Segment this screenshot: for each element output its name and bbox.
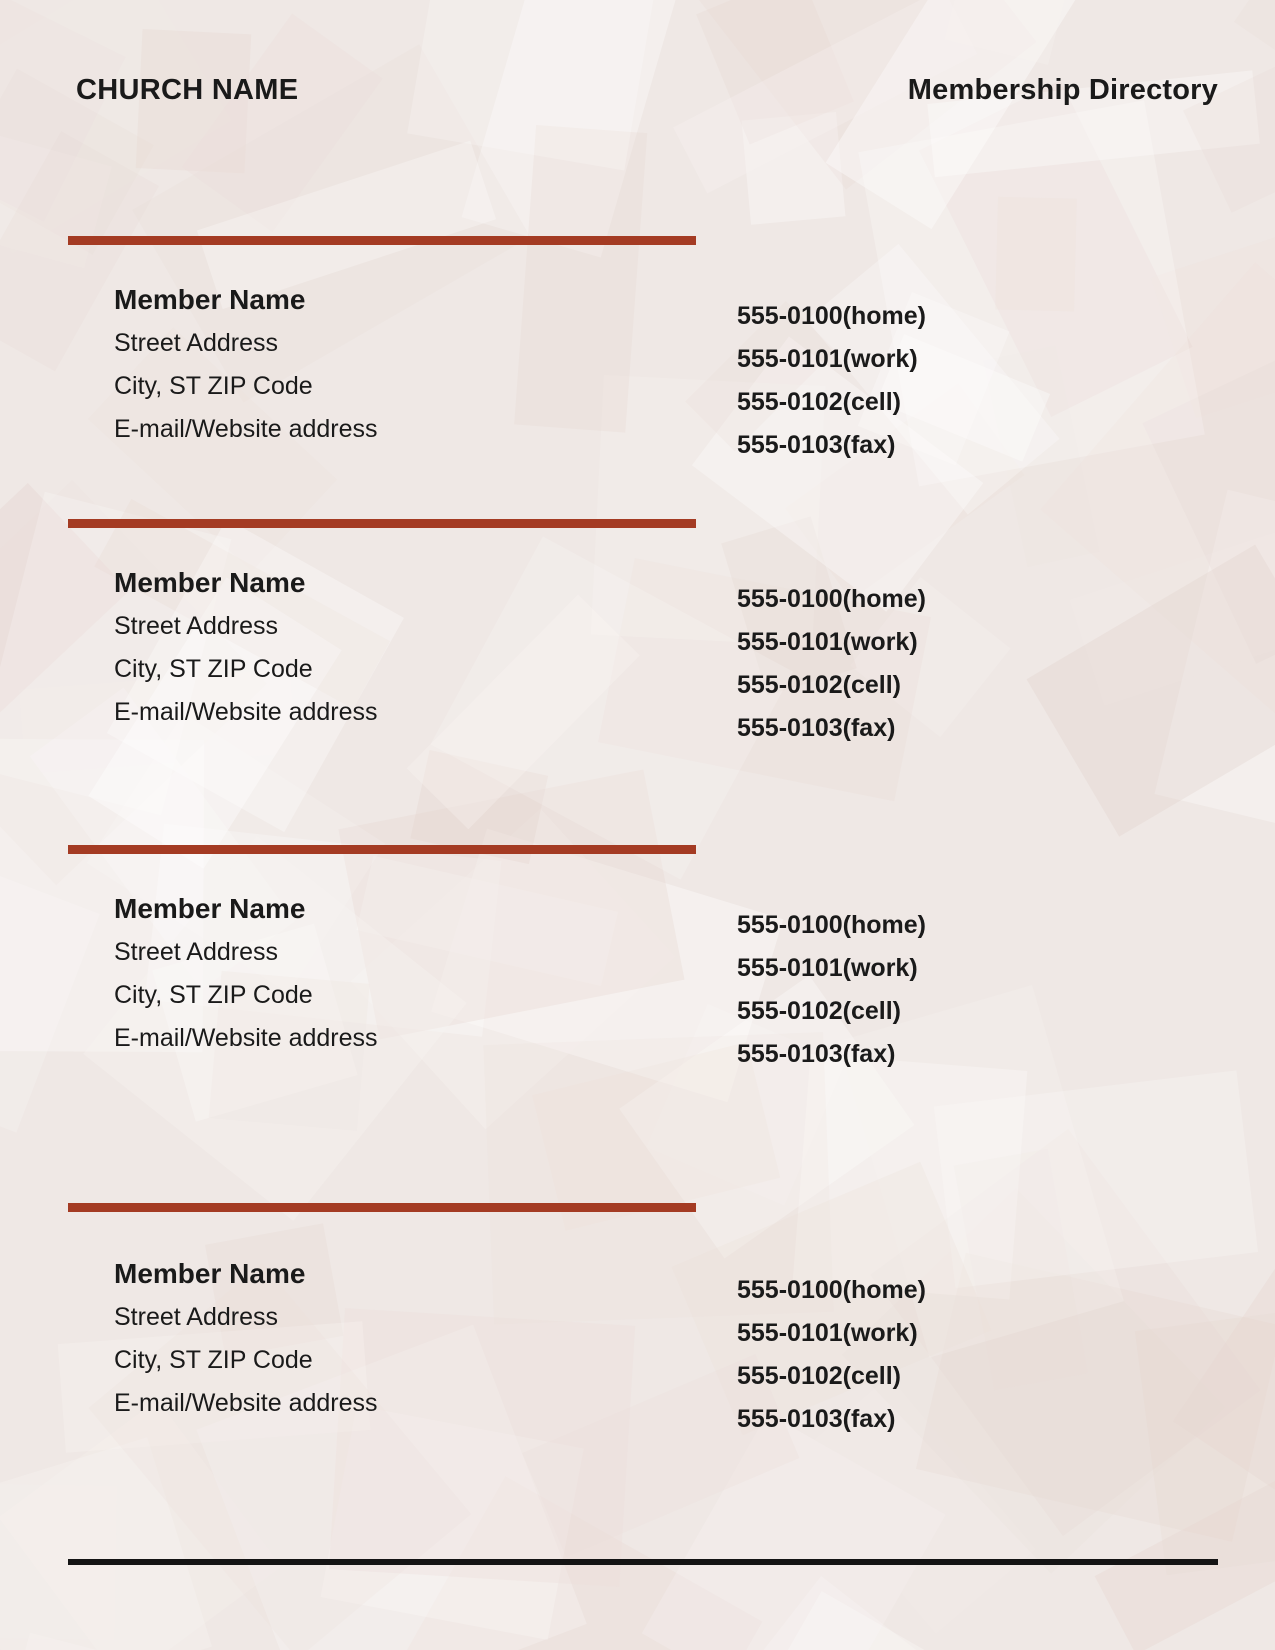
accent-rule xyxy=(68,845,696,854)
member-entry-3 xyxy=(68,845,1218,1068)
member-phone-block xyxy=(737,578,926,750)
member-name: Member Name xyxy=(114,1258,306,1289)
member-email-website: E-mail/Website address xyxy=(114,415,378,443)
phone-cell: 555-0102(cell) xyxy=(737,671,902,699)
member-name: Member Name xyxy=(114,893,306,924)
member-entry-1 xyxy=(68,236,1218,459)
phone-work: 555-0101(work) xyxy=(737,1319,918,1347)
phone-home: 555-0100(home) xyxy=(737,911,926,939)
phone-fax: 555-0103(fax) xyxy=(737,1040,896,1068)
phone-cell: 555-0102(cell) xyxy=(737,997,902,1025)
member-city-state-zip: City, ST ZIP Code xyxy=(114,981,313,1009)
member-address-block xyxy=(114,887,1218,1060)
church-name-heading: CHURCH NAME xyxy=(76,74,299,106)
member-name: Member Name xyxy=(114,567,306,598)
page-title: Membership Directory xyxy=(907,74,1218,106)
phone-fax: 555-0103(fax) xyxy=(737,431,896,459)
member-phone-block xyxy=(737,1269,926,1441)
member-street: Street Address xyxy=(114,329,278,357)
phone-home: 555-0100(home) xyxy=(737,585,926,613)
member-email-website: E-mail/Website address xyxy=(114,698,378,726)
member-name: Member Name xyxy=(114,284,306,315)
phone-fax: 555-0103(fax) xyxy=(737,714,896,742)
phone-work: 555-0101(work) xyxy=(737,628,918,656)
member-phone-block xyxy=(737,904,926,1076)
member-email-website: E-mail/Website address xyxy=(114,1024,378,1052)
footer-rule xyxy=(68,1559,1218,1565)
phone-work: 555-0101(work) xyxy=(737,345,918,373)
member-street: Street Address xyxy=(114,1303,278,1331)
member-address-block xyxy=(114,561,1218,734)
member-street: Street Address xyxy=(114,612,278,640)
member-phone-block xyxy=(737,295,926,467)
member-city-state-zip: City, ST ZIP Code xyxy=(114,372,313,400)
member-city-state-zip: City, ST ZIP Code xyxy=(114,1346,313,1374)
member-street: Street Address xyxy=(114,938,278,966)
member-address-block xyxy=(114,1252,1218,1425)
phone-cell: 555-0102(cell) xyxy=(737,1362,902,1390)
accent-rule xyxy=(68,1203,696,1212)
phone-cell: 555-0102(cell) xyxy=(737,388,902,416)
phone-fax: 555-0103(fax) xyxy=(737,1405,896,1433)
phone-home: 555-0100(home) xyxy=(737,302,926,330)
member-address-block xyxy=(114,278,1218,451)
phone-home: 555-0100(home) xyxy=(737,1276,926,1304)
accent-rule xyxy=(68,519,696,528)
phone-work: 555-0101(work) xyxy=(737,954,918,982)
member-email-website: E-mail/Website address xyxy=(114,1389,378,1417)
member-entry-4 xyxy=(68,1203,1218,1433)
accent-rule xyxy=(68,236,696,245)
member-city-state-zip: City, ST ZIP Code xyxy=(114,655,313,683)
member-entry-2 xyxy=(68,519,1218,742)
